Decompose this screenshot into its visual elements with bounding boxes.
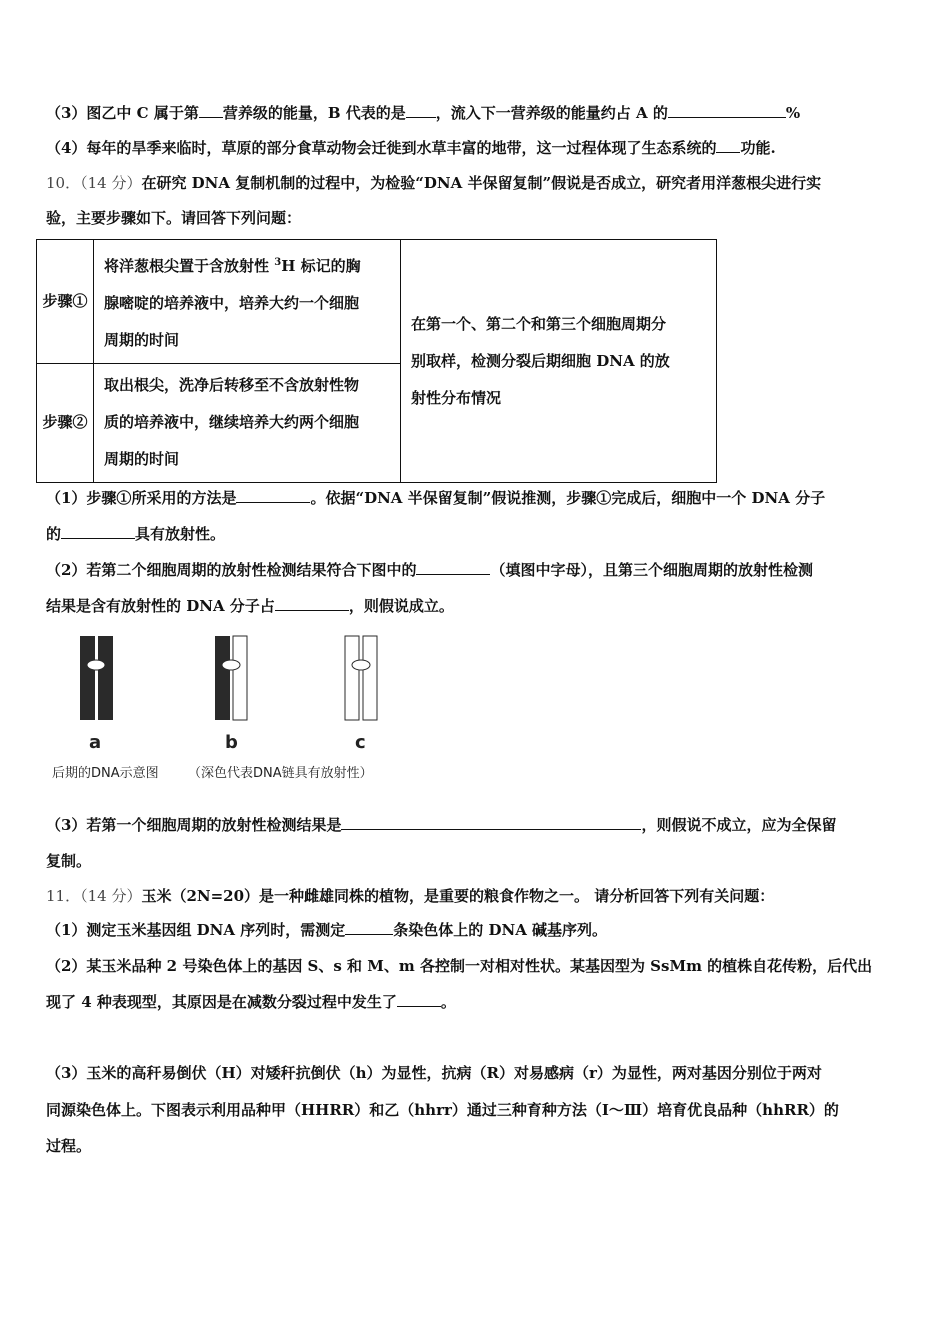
dna-a (80, 636, 113, 720)
step2-label: 步骤② (37, 363, 94, 482)
strand-light (233, 636, 247, 720)
q10-part1-cont: 的 具有放射性。 (46, 525, 226, 543)
q10-part2-cont: 结果是含有放射性的 DNA 分子占 ，则假说成立。 (46, 597, 454, 615)
centromere (352, 660, 370, 670)
answer-blank[interactable] (275, 596, 349, 611)
dna-c (345, 636, 377, 720)
question-number: 11． (46, 887, 81, 905)
answer-blank[interactable] (345, 920, 393, 935)
q11-part2-cont: 现了 4 种表现型，其原因是在减数分裂过程中发生了 。 (46, 993, 456, 1011)
answer-blank[interactable] (716, 138, 740, 153)
q11-part3-line2: 同源染色体上。下图表示利用品种甲（HHRR）和乙（hhrr）通过三种育种方法（Ⅰ～Ⅲ）培育优良品种（hhRR）的 (46, 1101, 839, 1119)
strand-dark (98, 636, 113, 720)
figure-caption: 后期的DNA示意图 (52, 766, 159, 781)
step2-desc: 取出根尖，洗净后转移至不含放射性物 质的培养液中，继续培养大约两个细胞 周期的时间 (94, 363, 401, 482)
answer-blank[interactable] (406, 103, 436, 118)
answer-blank[interactable] (236, 488, 310, 503)
strand-light (345, 636, 359, 720)
question-number: 10． (46, 174, 81, 192)
dna-figure (40, 626, 400, 786)
question-score: （14 分） (80, 887, 142, 905)
answer-blank[interactable] (199, 103, 223, 118)
figure-caption-note: （深色代表DNA链具有放射性） (188, 766, 373, 781)
answer-blank[interactable] (416, 560, 490, 575)
q10-intro: 10．（14 分）在研究 DNA 复制机制的过程中，为检验“DNA 半保留复制”假说是否成立，研究者用洋葱根尖进行实 (46, 174, 822, 192)
q10-part3: （3）若第一个细胞周期的放射性检测结果是 ，则假说不成立，应为全保留 (46, 816, 837, 834)
q11-intro: 11．（14 分）玉米（2N=20）是一种雌雄同株的植物，是重要的粮食作物之一。 请分析回答下列有关问题： (46, 887, 775, 905)
figure-label-b: b (225, 732, 238, 753)
q11-part1: （1）测定玉米基因组 DNA 序列时，需测定 条染色体上的 DNA 碱基序列。 (46, 921, 608, 939)
q10-part2: （2）若第二个细胞周期的放射性检测结果符合下图中的 （填图中字母），且第三个细胞周期的放射性检测 (46, 561, 813, 579)
q11-part3-line3: 过程。 (46, 1137, 92, 1155)
answer-blank[interactable] (61, 524, 135, 539)
centromere (87, 660, 105, 670)
dna-b (215, 636, 247, 720)
q10-part3-cont: 复制。 (46, 852, 92, 870)
answer-blank[interactable] (397, 992, 441, 1007)
answer-blank[interactable] (341, 815, 641, 830)
strand-dark (215, 636, 230, 720)
q9-part3: （3）图乙中 C 属于第 营养级的能量，B 代表的是 ，流入下一营养级的能量约占 A 的 % (46, 104, 801, 122)
q11-part3: （3）玉米的高秆易倒伏（H）对矮秆抗倒伏（h）为显性，抗病（R）对易感病（r）为显性，两对基因分别位于两对 (46, 1064, 822, 1082)
q9-part4: （4）每年的旱季来临时，草原的部分食草动物会迁徙到水草丰富的地带，这一过程体现了生态系统的 功能. (46, 139, 776, 157)
step1-desc: 将洋葱根尖置于含放射性 $^3$H 标记的胸 腺嘧啶的培养液中，培养大约一个细胞 周期的时间 (94, 240, 401, 364)
dna-diagrams (40, 626, 400, 736)
q10-intro-2: 验，主要步骤如下。请回答下列问题： (46, 209, 302, 227)
q10-part1: （1）步骤①所采用的方法是 。依据“DNA 半保留复制”假说推测，步骤①完成后，细胞中一个 DNA 分子 (46, 489, 826, 507)
strand-dark (80, 636, 95, 720)
question-score: （14 分） (80, 174, 142, 192)
step1-label: 步骤① (37, 240, 94, 364)
figure-label-a: a (89, 732, 102, 753)
sampling-desc: 在第一个、第二个和第三个细胞周期分 别取样，检测分裂后期细胞 DNA 的放 射性分布情况 (401, 240, 717, 483)
figure-label-c: c (355, 732, 366, 753)
strand-light (363, 636, 377, 720)
steps-table (36, 239, 717, 483)
q11-part2: （2）某玉米品种 2 号染色体上的基因 S、s 和 M、m 各控制一对相对性状。某基因型为 SsMm 的植株自花传粉，后代出 (46, 957, 873, 975)
centromere (222, 660, 240, 670)
answer-blank[interactable] (668, 103, 786, 118)
